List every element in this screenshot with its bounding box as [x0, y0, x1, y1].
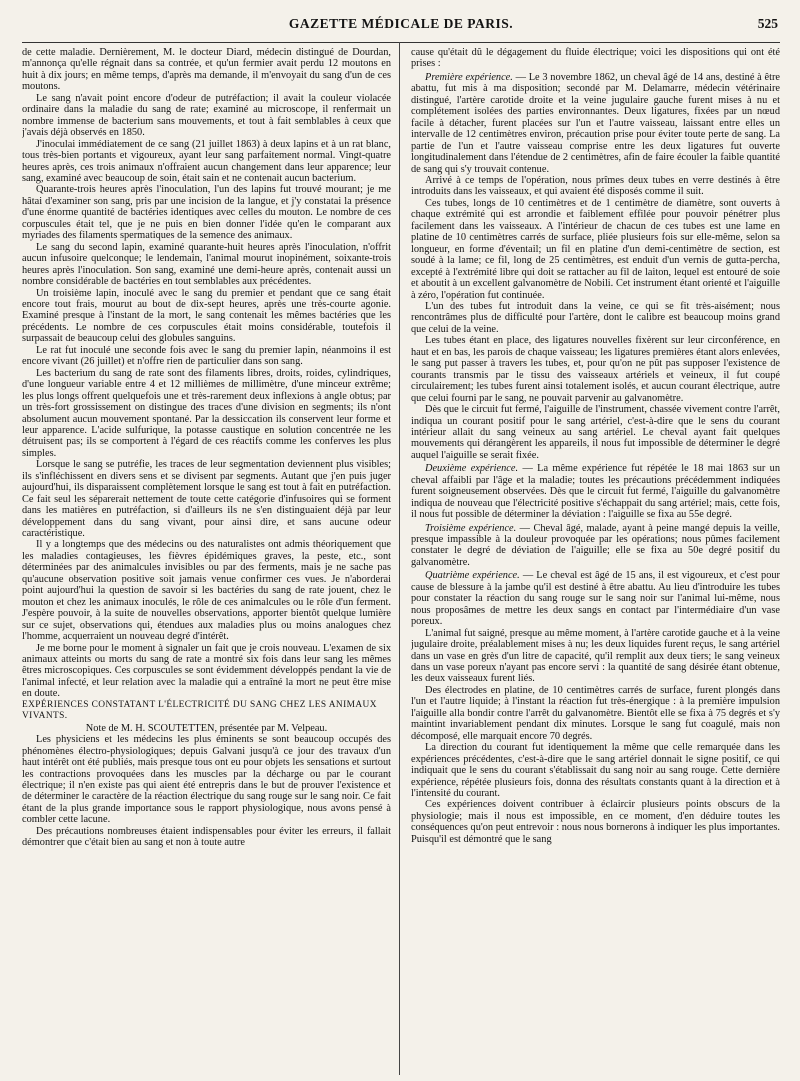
paragraph: Arrivé à ce temps de l'opération, nous prîmes deux tubes en verre destinés à être introduits dans les vaisseaux, et qui avaient été disposés comme il suit. — [411, 174, 780, 198]
paragraph: Ces tubes, longs de 10 centimètres et de 1 centimètre de diamètre, sont ouverts à chaque extrémité qui est arrondie et faiblement effilée pour pouvoir pénétrer plus facilement dans les vaisseaux. A l'intérieur de chacun de ces tubes est une lame en platine de 10 centimètres carrés de surface, pliée plusieurs fois sur elle-même, selon sa longueur, en forme d'éventail; un fil en platine d'un demi-centimètre de section, est soudé à la lame; ce fil, long de 25 centimètres, est enduit d'un vernis de gutta-percha, excepté à l'extrémité libre qui doit se rattacher au fil de laiton, lequel est entouré de soie et aboutit à un excellent galvanomètre de Nobili. Cet instrument étant orienté et l'aiguille à zéro, l'opération fut continuée. — [411, 197, 780, 301]
paragraph: Le rat fut inoculé une seconde fois avec le sang du premier lapin, néanmoins il est encore vivant (26 juillet) et n'offre rien de particulier dans son sang. — [22, 344, 391, 368]
paragraph: de cette maladie. Dernièrement, M. le docteur Diard, médecin distingué de Dourdan, m'annonça qu'elle régnait dans sa contrée, et qu'un fermier avait perdu 12 moutons en huit à dix jours; en même temps, d'après ma demande, il m'envoyait du sang d'un de ces moutons. — [22, 47, 391, 93]
paragraph: J'inoculai immédiatement de ce sang (21 juillet 1863) à deux lapins et à un rat blanc, tous très-bien portants et vigoureux, ayant leur sang parfaitement normal. Vingt-quatre heures après, ces trois animaux n'offraient aucun changement dans leur apparence; leur sang, examiné avec beaucoup de soin, était sain et ne contenait aucun bacterium. — [22, 138, 391, 184]
experiment-heading: Première expérience. — [425, 71, 513, 83]
paragraph: Les tubes étant en place, des ligatures nouvelles fixèrent sur leur circonférence, en haut et en bas, les parois de chaque vaisseau; les ligatures premières étant alors enlevées, le sang put passer à travers les tubes, et, pour qu'on ne pût pas supposer l'existence de courants transmis par le tissu des vaisseaux artériels et veineux, il fut coupé circulairement; les tubes furent ainsi totalement isolés, et aucun courant électrique, autre que celui fourni par le sang, ne pouvait parvenir au galvanomètre. — [411, 335, 780, 404]
experiment-heading: Deuxième expérience. — [425, 463, 519, 475]
experiment-text: — La même expérience fut répétée le 18 mai 1863 sur un cheval affaibli par l'âge et la maladie; toutes les précautions précédemment indiquées furent soigneusement observées. Dès que le circuit fut fermé, l'aiguille du galvanomètre indiqua de nouveau que l'électricité positive s'échappait du sang artériel; mais, cette fois, il nous fut possible de déterminer la déviation : l'aiguille se fixa au 55e degré. — [411, 463, 780, 521]
paragraph: Je me borne pour le moment à signaler un fait que je crois nouveau. L'examen de six animaux atteints ou morts du sang de rate a montré six fois dans leur sang les mêmes êtres microscopiques. Ces corpuscules se sont évidemment développés pendant la vie de l'animal infecté, et leur relation avec la maladie qui a entraîné la mort ne peut être mise en doute. — [22, 642, 391, 700]
paragraph: Un troisième lapin, inoculé avec le sang du premier et pendant que ce sang était encore tout frais, mourut au bout de dix-sept heures, après une très-courte agonie. Examiné presque à l'instant de la mort, le sang contenait les mêmes bactéries que les précédents. Le nombre de ces corpuscules était moins considérable, toutefois il surpassait de beaucoup celui des globules sanguins. — [22, 287, 391, 345]
paragraph: Quarante-trois heures après l'inoculation, l'un des lapins fut trouvé mourant; je me hâtai d'examiner son sang, pris par une incision de la langue, et j'y constatai la présence d'une énorme quantité de bactéries identiques avec celles du mouton. Le nombre de ces corpuscules était tel, que je ne puis en bien donner l'idée qu'en le comparant aux myriades des filaments spermatiques de la semence des animaux. — [22, 184, 391, 242]
experiment-paragraph — [411, 72, 780, 175]
experiment-heading: Troisième expérience. — [425, 522, 517, 534]
paragraph: Dès que le circuit fut fermé, l'aiguille de l'instrument, chassée vivement contre l'arrêt, indiqua un courant positif pour le sang artériel, c'est-à-dire que le sens du courant intérieur allait du sang veineux au sang artériel. Le cheval ayant fait quelques mouvements qui dérangèrent les appareils, il nous fut impossible de déterminer le degré auquel l'aiguille se serait fixée. — [411, 404, 780, 461]
paragraph: Des précautions nombreuses étaient indispensables pour éviter les erreurs, il fallait démontrer que c'était bien au sang et non à toute autre — [22, 825, 391, 849]
experiment-text: — Cheval âgé, malade, ayant à peine mangé depuis la veille, presque impassible à la douleur provoquée par les opérations; nous pûmes facilement constater le degré de déviation de l'aiguille; elle se fixa au 50e degré positif du galvanomètre. — [411, 522, 780, 568]
paragraph: La direction du courant fut identiquement la même que celle remarquée dans les expériences précédentes, c'est-à-dire que le sang artériel donnait le signe positif, ce qui indiquait que le sens du courant s'établissait du sang noir au sang rouge. Cette dernière expérience, répétée plusieurs fois, donna des résultats constants quant à la direction et à l'intensité du courant. — [411, 742, 780, 799]
running-title: GAZETTE MÉDICALE DE PARIS. — [288, 16, 514, 31]
experiment-text: — Le cheval est âgé de 15 ans, il est vigoureux, et c'est pour cause de blessure à la jambe qu'il est destiné à être abattu. Au lieu d'introduire les tubes pour constater la réaction du sang rouge sur le sang noir sur l'animal lui-même, nous nous proposâmes de mettre les deux sangs en contact par l'intermédiaire d'un vase poreux. — [411, 570, 780, 628]
paragraph: Il y a longtemps que des médecins ou des naturalistes ont admis théoriquement que les maladies contagieuses, les fièvres épidémiques graves, la peste, etc., sont déterminées par des animalcules invisibles ou par des ferments, mais je ne sache pas qu'aucune observation positive soit jamais venue confirmer ces vues. Je n'aborderai point aujourd'hui la question de savoir si les bactéries du sang de rate jouent, chez le mouton et chez les animaux inoculés, le rôle de ces animalcules ou le rôle d'un ferment. J'espère pouvoir, à la suite de nouvelles observations, apporter bientôt quelque lumière sur ce sujet, observations qui, étendues aux maladies plus ou moins analogues chez l'homme, acquerraient un nouveau degré d'intérêt. — [22, 539, 391, 643]
experiment-paragraph — [411, 570, 780, 627]
right-column — [411, 47, 780, 1081]
article-title: EXPÉRIENCES CONSTATANT L'ÉLECTRICITÉ DU SANG CHEZ LES ANIMAUX VIVANTS. — [22, 699, 377, 722]
paragraph: Le sang n'avait point encore d'odeur de putréfaction; il avait la couleur violacée ordinaire dans la maladie du sang de rate; examiné au microscope, il renfermait un nombre immense de bacterium sans mouvements, et tout à fait semblables à ceux que j'avais déjà observés en 1850. — [22, 92, 391, 139]
paragraph: Ces expériences doivent contribuer à éclaircir plusieurs points obscurs de la physiologie; mais il nous est impossible, en ce moment, d'en déduire toutes les conséquences qu'on peut entrevoir : nous nous bornerons à indiquer les plus importantes. Puisqu'il est démontré que le sang — [411, 799, 780, 845]
columns — [22, 47, 780, 1081]
paragraph: Le sang du second lapin, examiné quarante-huit heures après l'inoculation, n'offrit aucun infusoire quelconque; le lendemain, l'animal mourut inopinément, soixante-trois heures après l'inoculation. Son sang, examiné une demi-heure après, contenait aussi un nombre considérable de bactéries en tout semblables aux précédentes. — [22, 241, 391, 288]
paragraph: cause qu'était dû le dégagement du fluide électrique; voici les dispositions qui ont été prises : — [411, 47, 780, 70]
page-header — [22, 0, 780, 43]
paragraph: L'animal fut saigné, presque au même moment, à l'artère carotide gauche et à la veine jugulaire droite, préalablement mises à nu; les deux liquides furent reçus, le sang artériel dans un vase en grès d'un litre de capacité, qu'il remplit aux deux tiers; le sang veineux dans un vase poreux n'ayant pas encore servi : la quantité de sang désirée étant obtenue, les deux vaisseaux furent liés. — [411, 627, 780, 685]
paragraph: Des électrodes en platine, de 10 centimètres carrés de surface, furent plongés dans l'un et l'autre liquide; à l'instant la réaction fut très-énergique : à la première impulsion l'aiguille alla bondir contre l'arrêt du galvanomètre. Bientôt elle se fixa à 75 degrés et s'y maintint invariablement pendant dix minutes. Lorsque le sang fut coagulé, mais non décomposé, elle marquait encore 70 degrés. — [411, 684, 780, 742]
experiment-text: — Le 3 novembre 1862, un cheval âgé de 14 ans, destiné à être abattu, fut mis à ma disposition; secondé par M. Delamarre, médecin vétérinaire distingué, l'artère carotide droite et la veine jugulaire gauche furent mises à nu et complétement isolées des parties environnantes. Deux ligatures, fixées par un nœud facile à détacher, furent placées sur l'un et l'autre vaisseau, laissant entre elles un intervalle de 12 centimètres environ, précaution prise pour éviter toute perte de sang. La partie de l'un et l'autre vaisseau comprise entre les deux ligatures fut ouverte longitudinalement dans l'étendue de 2 centimètres, afin de faire écouler la faible quantité de sang qui s'y trouvait contenue. — [411, 71, 780, 175]
left-column — [22, 47, 391, 1081]
experiment-heading: Quatrième expérience. — [425, 570, 520, 582]
experiment-paragraph — [411, 463, 780, 520]
paragraph: Les physiciens et les médecins les plus éminents se sont beaucoup occupés des phénomènes électro-physiologiques; depuis Galvani jusqu'à ce jour des travaux d'un haut intérêt ont été publiés, mais presque tous ont eu pour objets les sensations et surtout les contractions provoquées dans les muscles par la décharge ou par le courant électrique; il n'en existe pas qui aient été entrepris dans le but de prouver l'existence et de déterminer le caractère de la réaction électrique du sang rouge sur le sang noir. Ce fait étant de la plus grande importance sous le rapport physiologique, nous avons pensé à combler cette lacune. — [22, 734, 391, 826]
paragraph: L'un des tubes fut introduit dans la veine, ce qui se fit très-aisément; nous rencontrâmes plus de difficulté pour l'artère, dont le calibre est beaucoup moins grand que celui de la veine. — [411, 300, 780, 335]
paragraph: Les bacterium du sang de rate sont des filaments libres, droits, roides, cylindriques, d'une longueur variable entre 4 et 12 millièmes de millimètre, d'une minceur extrême; les plus longs offrent quelquefois une et très-rarement deux inflexions à angle obtus; par un très-fort grossissement on distingue des traces d'une division en segments; ils n'ont absolument aucun mouvement spontané. Par la dessiccation ils conservent leur forme et leur apparence. L'acide sulfurique, la potasse caustique en solution concentrée ne les détruisent pas; ils se comportent à l'égard de ces réactifs comme les conferves les plus simples. — [22, 367, 391, 459]
page-number: 525 — [757, 16, 778, 31]
article-byline: Note de M. H. SCOUTETTEN, présentée par M. Velpeau. — [85, 722, 328, 734]
experiment-paragraph — [411, 523, 780, 569]
paragraph: Lorsque le sang se putréfie, les traces de leur segmentation deviennent plus visibles; ils s'infléchissent en divers sens et se divisent par segments. Autant que j'en puis juger aujourd'hui, ils disparaissent complètement lorsque le sang est tout à fait en putréfaction. Ce fait seul les séparerait nettement de toute cette catégorie d'infusoires qui se forment dans les matières en putréfaction, si d'ailleurs ils ne s'en distinguaient déjà par leur développement dans du sang vivant, pour ainsi dire, et sans aucune odeur caractéristique. — [22, 459, 391, 540]
